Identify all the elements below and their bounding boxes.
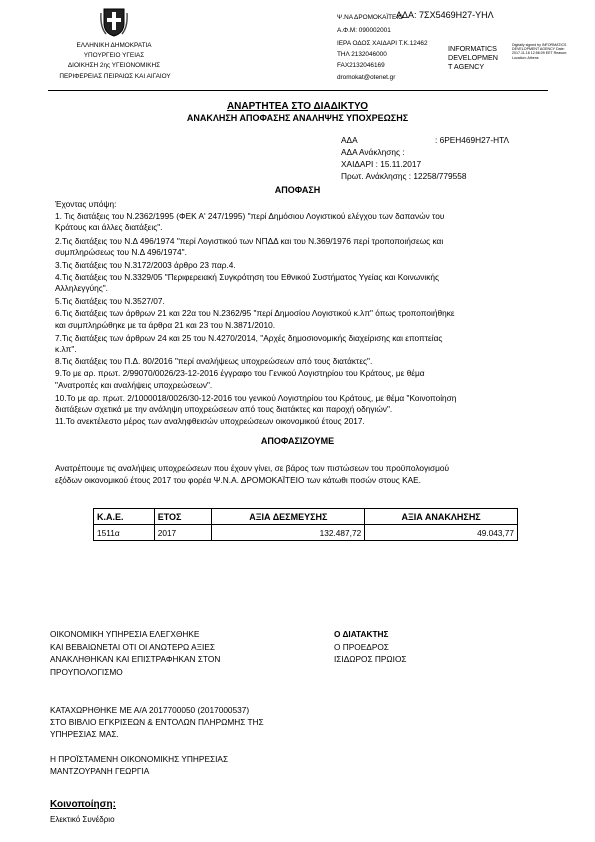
list-item: συμπληρώσεως του Ν.Δ 496/1974". bbox=[55, 247, 187, 257]
signatory-role: Ο ΠΡΟΕΔΡΟΣ bbox=[334, 642, 389, 652]
list-item: 6.Τις διατάξεις των άρθρων 21 και 22α του Ν.2362/95 "περί Δημοσίου Λογιστικού κ.λπ" όπως τροποποιήθηκε bbox=[55, 308, 455, 318]
list-item: 4.Τις διατάξεις του Ν.3329/05 "Περιφερειακή Συγκρότηση του Εθνικού Συστήματος Υγείας και Κοινωνικής bbox=[55, 272, 439, 282]
service-line4: ΠΡΟΥΠΟΛΟΓΙΣΜΟ bbox=[50, 667, 123, 677]
decision-heading: ΑΠΟΦΑΣΗ bbox=[274, 185, 321, 195]
list-item: διατάξεων σχετικά με την ανάληψη υποχρεώσεων από τους διατάκτες και παροχή οδηγιών". bbox=[55, 404, 393, 414]
list-item: "Ανατροπές και αναλήψεις υποχρεώσεων". bbox=[55, 380, 213, 390]
list-item: Αλληλεγγύης". bbox=[55, 283, 108, 293]
intro-text: Έχοντας υπόψη: bbox=[55, 199, 117, 209]
list-item: κ.λπ". bbox=[55, 344, 77, 354]
page-subtitle: ΑΝΑΚΛΗΣΗ ΑΠΟΦΑΣΗΣ ΑΝΑΛΗΨΗΣ ΥΠΟΧΡΕΩΣΗΣ bbox=[186, 113, 409, 123]
notification-heading: Κοινοποίηση: bbox=[50, 799, 116, 810]
header-organization: Ψ.ΝΑ ΔΡΟΜΟΚΑΪΤΕΙΟ bbox=[337, 14, 404, 21]
header-address: ΙΕΡΑ ΟΔΟΣ ΧΑΙΔΑΡΙ Τ.Κ.12462 bbox=[337, 40, 428, 47]
signature-agency-line3: T AGENCY bbox=[448, 62, 485, 71]
ada-anaklisis: ΑΔΑ Ανάκλησης : bbox=[341, 147, 405, 157]
list-item: 2.Τις διατάξεις του Ν.Δ 496/1974 "περί Λογιστικού των ΝΠΔΔ και του Ν.369/1976 περί τροποποιήσεως και bbox=[55, 236, 444, 246]
header-divider bbox=[48, 90, 548, 91]
registration-line3: ΥΠΗΡΕΣΙΑΣ ΜΑΣ. bbox=[50, 729, 119, 739]
column-header-recall: ΑΞΙΑ ΑΝΑΚΛΗΣΗΣ bbox=[365, 509, 518, 525]
list-item: 7.Τις διατάξεις των άρθρων 24 και 25 του Ν.4270/2014, "Αρχές δημοσιονομικής διαχείρισης και εποπτείας bbox=[55, 333, 443, 343]
head-of-service-title: Η ΠΡΟΪΣΤΑΜΕΝΗ ΟΙΚΟΝΟΜΙΚΗΣ ΥΠΗΡΕΣΙΑΣ bbox=[50, 754, 229, 764]
cell-recall: 49.043,77 bbox=[365, 525, 518, 541]
page-title: ΑΝΑΡΤΗΤΕΑ ΣΤΟ ΔΙΑΔΙΚΤΥΟ bbox=[226, 101, 369, 112]
digital-signature-details: Digitally signed by INFORMATICS DEVELOPMENT AGENCY Date: 2017.11.16 12:56:09 EET Reason: Location: Athens bbox=[512, 43, 568, 60]
signatory-title: Ο ΔΙΑΤΑΚΤΗΣ bbox=[334, 629, 389, 639]
cell-kae: 1511α bbox=[94, 525, 155, 541]
list-item: 3.Τις διατάξεις του Ν.3172/2003 άρθρο 23 παρ.4. bbox=[55, 260, 236, 270]
ada-value: : 6ΡΕΗ469Η27-ΗΤΛ bbox=[435, 135, 510, 145]
ada-stamp: ΑΔΑ: 7ΣΧ5469Η27-ΥΗΛ bbox=[396, 10, 494, 20]
header-email: dromokat@otenet.gr bbox=[337, 74, 396, 81]
signature-agency-line1: INFORMATICS bbox=[448, 44, 497, 53]
notification-recipient: Ελεκτικό Συνέδριο bbox=[50, 815, 115, 824]
decision-text-line2: εξόδων οικονομικού έτους 2017 του φορέα Ψ.Ν.Α. ΔΡΟΜΟΚΑΪΤΕΙΟ των κάτωθι ποσών στους ΚΑΕ. bbox=[55, 475, 421, 485]
header-country: ΕΛΛΗΝΙΚΗ ΔΗΜΟΚΡΑΤΙΑ bbox=[76, 42, 152, 49]
signatory-name: ΙΣΙΔΩΡΟΣ ΠΡΩΙΟΣ bbox=[334, 654, 407, 664]
list-item: Κράτους και άλλες διατάξεις". bbox=[55, 222, 163, 232]
ada-label: ΑΔΑ bbox=[341, 135, 358, 145]
cell-year: 2017 bbox=[154, 525, 212, 541]
header-ministry: ΥΠΟΥΡΓΕΙΟ ΥΓΕΙΑΣ bbox=[83, 52, 145, 59]
service-line2: ΚΑΙ ΒΕΒΑΙΩΝΕΤΑΙ ΟΤΙ ΟΙ ΑΝΩΤΕΡΩ ΑΞΙΕΣ bbox=[50, 642, 215, 652]
header-fax: FAX2132046169 bbox=[337, 62, 385, 69]
header-administration: ΔΙΟΙΚΗΣΗ 2ης ΥΓΕΙΟΝΟΜΙΚΗΣ bbox=[67, 62, 161, 69]
list-item: 10.Το με αρ. πρωτ. 2/1000018/0026/30-12-2016 του γενικού Λογιστηρίου του Κράτους, με θέμα "Κοινοποίηση bbox=[55, 393, 457, 403]
list-item: 1. Τις διατάξεις του Ν.2362/1995 (ΦΕΚ Α' 247/1995) "περί Δημόσιου Λογιστικού ελέγχου των δαπανών του bbox=[55, 211, 445, 221]
greek-coat-of-arms-icon bbox=[100, 7, 128, 37]
protocol-number: Πρωτ. Ανάκλησης : 12258/779558 bbox=[341, 171, 467, 181]
decide-heading: ΑΠΟΦΑΣΙΖΟΥΜΕ bbox=[260, 436, 335, 446]
signature-agency-line2: DEVELOPMEN bbox=[448, 53, 498, 62]
table-row bbox=[94, 525, 518, 541]
head-of-service-name: ΜΑΝΤΖΟΥΡΑΝΗ ΓΕΩΡΓΙΑ bbox=[50, 766, 150, 776]
header-tel: ΤΗΛ 2132046000 bbox=[337, 51, 387, 58]
list-item: 9.Το με αρ. πρωτ. 2/99070/0026/23-12-2016 έγγραφο του Γενικού Λογιστηρίου του Κράτους, με θέμα bbox=[55, 368, 425, 378]
cell-commitment: 132.487,72 bbox=[212, 525, 365, 541]
column-header-commitment: ΑΞΙΑ ΔΕΣΜΕΥΣΗΣ bbox=[212, 509, 365, 525]
header-afm: Α.Φ.Μ: 090002001 bbox=[337, 27, 391, 34]
list-item: 8.Τις διατάξεις του Π.Δ. 80/2016 "περί αναλήψεως υποχρεώσεων από τους διατάκτες". bbox=[55, 356, 373, 366]
list-item: 5.Τις διατάξεις του Ν.3527/07. bbox=[55, 296, 165, 306]
header-region: ΠΕΡΙΦΕΡΕΙΑΣ ΠΕΙΡΑΙΩΣ ΚΑΙ ΑΙΓΑΙΟΥ bbox=[59, 73, 171, 80]
service-line1: ΟΙΚΟΝΟΜΙΚΗ ΥΠΗΡΕΣΙΑ ΕΛΕΓΧΘΗΚΕ bbox=[50, 629, 200, 639]
table-header-row bbox=[94, 509, 518, 525]
decision-text-line1: Ανατρέπουμε τις αναλήψεις υποχρεώσεων που έχουν γίνει, σε βάρος των πιστώσεων του προϋπολογισμού bbox=[55, 463, 450, 473]
registration-line2: ΣΤΟ ΒΙΒΛΙΟ ΕΓΚΡΙΣΕΩΝ & ΕΝΤΟΛΩΝ ΠΛΗΡΩΜΗΣ ΤΗΣ bbox=[50, 717, 264, 727]
column-header-year: ΕΤΟΣ bbox=[154, 509, 212, 525]
registration-line1: ΚΑΤΑΧΩΡΗΘΗΚΕ ΜΕ Α/Α 2017700050 (2017000537) bbox=[50, 705, 250, 715]
list-item: 11.Το ανεκτέλεστο μέρος των αναληφθεισών υποχρεώσεων οικονομικού έτους 2017. bbox=[55, 416, 365, 426]
list-item: και συμπληρώθηκε με τα άρθρα 21 και 23 του Ν.3871/2010. bbox=[55, 320, 275, 330]
column-header-kae: Κ.Α.Ε. bbox=[94, 509, 155, 525]
kae-table bbox=[93, 508, 518, 541]
service-line3: ΑΝΑΚΛΗΘΗΚΑΝ ΚΑΙ ΕΠΙΣΤΡΑΦΗΚΑΝ ΣΤΟΝ bbox=[50, 654, 221, 664]
document-date: ΧΑΙΔΑΡΙ : 15.11.2017 bbox=[341, 159, 422, 169]
